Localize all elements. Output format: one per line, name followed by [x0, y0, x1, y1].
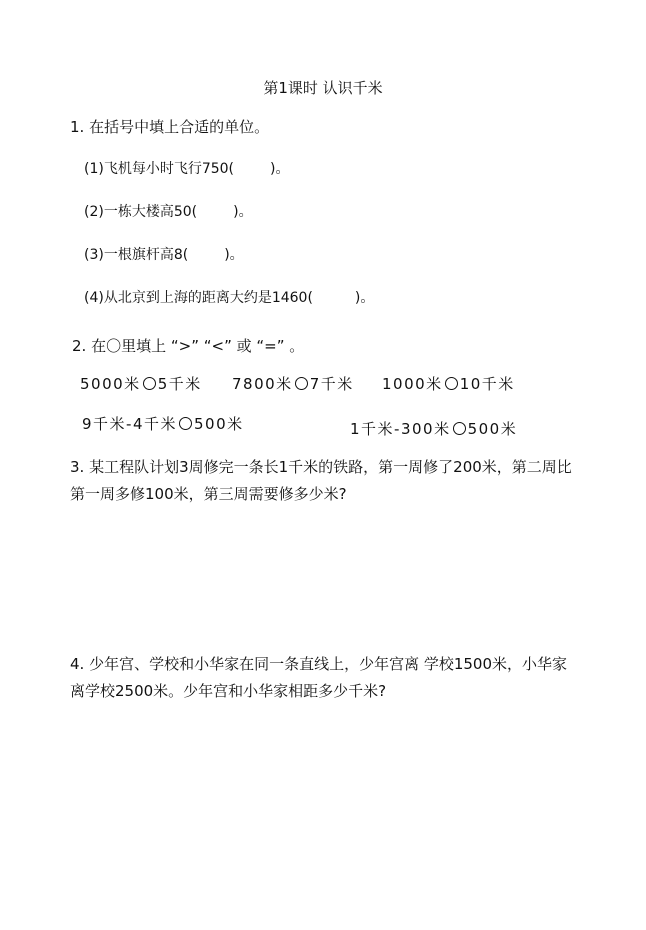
comparison-2 [232, 377, 354, 392]
comparison-4 [82, 417, 244, 432]
comparison-5-left: 1千米-300米 [350, 420, 451, 438]
comparison-1 [80, 377, 202, 392]
question-1-item-2 [84, 205, 253, 219]
question-1-item-1-close: )。 [270, 161, 290, 177]
comparison-2-right: 7千米 [309, 375, 354, 393]
comparison-1-left: 5000米 [80, 375, 141, 393]
question-1-heading: 1. 在括号中填上合适的单位。 [70, 118, 270, 136]
comparison-5-right: 500米 [467, 420, 518, 438]
question-1-item-4-close: )。 [354, 290, 375, 306]
comparison-4-right: 500米 [194, 415, 244, 433]
question-1-item-1-text: (1)飞机每小时飞行750( [84, 161, 235, 177]
question-1-item-4-text: (4)从北京到上海的距离大约是1460( [84, 290, 313, 306]
comparison-3-right: 10千米 [459, 375, 515, 393]
question-1-item-2-text: (2)一栋大楼高50( [84, 204, 198, 220]
question-1-item-2-close: )。 [233, 204, 253, 220]
comparison-3-left: 1000米 [382, 375, 443, 393]
compare-circle[interactable] [445, 377, 458, 390]
compare-circle[interactable] [453, 422, 466, 435]
question-1-item-3 [84, 248, 244, 262]
comparison-2-left: 7800米 [232, 375, 293, 393]
question-4-text: 4. 少年宫、学校和小华家在同一条直线上，少年宫离 学校1500米，小华家离学校2500米。少年宫和小华家相距多少千米? [70, 655, 568, 700]
question-1-item-3-close: )。 [224, 247, 244, 263]
comparison-3 [382, 377, 515, 392]
compare-circle[interactable] [295, 377, 308, 390]
comparison-1-right: 5千米 [157, 375, 202, 393]
question-3-text: 3. 某工程队计划3周修完一条长1千米的铁路，第一周修了200米，第二周比第一周多修100米，第三周需要修多少米? [70, 458, 572, 503]
question-1-item-3-text: (3)一根旗杆高8( [84, 247, 189, 263]
compare-circle[interactable] [179, 417, 192, 430]
comparison-5 [350, 422, 517, 437]
compare-circle[interactable] [143, 377, 156, 390]
question-1-item-1 [84, 162, 289, 176]
page-title: 第1课时 认识千米 [263, 79, 383, 97]
question-1-item-4 [84, 291, 374, 305]
comparison-4-left: 9千米-4千米 [82, 415, 177, 433]
question-2-heading: 2. 在〇里填上 “>” “<” 或 “=” 。 [72, 337, 305, 355]
